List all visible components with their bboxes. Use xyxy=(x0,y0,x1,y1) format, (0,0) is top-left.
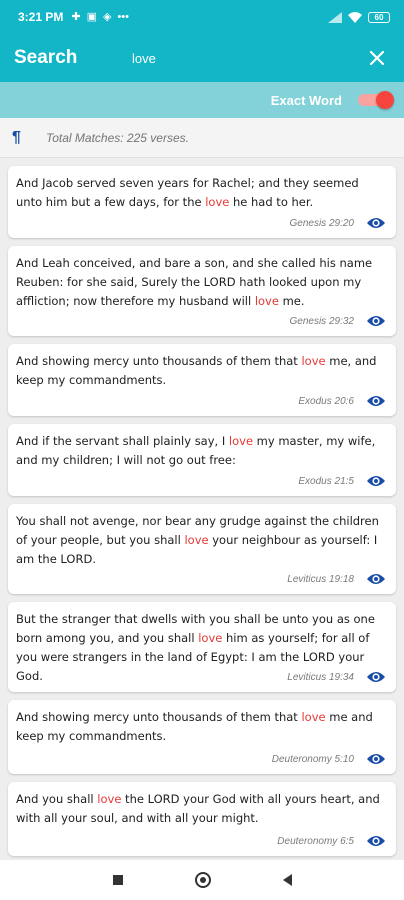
verse-reference-row xyxy=(298,474,386,488)
verse-text xyxy=(16,174,386,212)
verse-reference: Genesis 29:32 xyxy=(289,315,354,327)
search-input[interactable] xyxy=(132,51,342,66)
verse-text-after: me and keep my commandments. xyxy=(16,710,373,743)
verse-match-highlight: love xyxy=(254,294,279,308)
verse-text-before: And showing mercy unto thousands of them that xyxy=(16,710,302,724)
status-notification-icons xyxy=(71,12,129,23)
verse-reference: Leviticus 19:34 xyxy=(287,671,354,683)
results-list[interactable] xyxy=(0,158,404,860)
status-time: 3:21 PM xyxy=(18,10,64,24)
verse-text-after: your neighbour as yourself: I am the LORD. xyxy=(16,533,378,566)
verse-reference-row xyxy=(287,572,386,586)
verse-reference-row xyxy=(290,314,387,328)
verse-text xyxy=(16,790,386,828)
verse-text xyxy=(16,432,386,470)
verse-card[interactable] xyxy=(8,782,396,856)
close-button[interactable] xyxy=(366,47,388,69)
verse-reference-row xyxy=(298,394,386,408)
pilcrow-icon: ¶ xyxy=(12,128,21,146)
exact-word-bar xyxy=(0,82,404,118)
more-notifications-icon: ••• xyxy=(117,10,130,23)
view-verse-eye-icon[interactable] xyxy=(366,216,386,230)
verse-match-highlight: love xyxy=(301,354,326,368)
verse-card[interactable] xyxy=(8,246,396,336)
verse-reference-row xyxy=(290,216,387,230)
verse-match-highlight: love xyxy=(228,434,254,448)
verse-text-before: But the stranger that dwells with you shall be unto you as one born among you, and you shall xyxy=(16,612,375,645)
verse-text xyxy=(16,512,386,569)
back-button[interactable] xyxy=(283,874,292,886)
verse-reference-row xyxy=(272,752,386,766)
battery-icon: 60 xyxy=(368,12,390,23)
media-icon: ▣ xyxy=(86,10,97,23)
verse-text-before: You shall not avenge, nor bear any grudge against the children of your people, but you shall xyxy=(16,514,379,547)
home-button[interactable] xyxy=(195,872,211,888)
verse-text-before: And if the servant shall plainly say, I xyxy=(16,434,229,448)
verse-reference: Deuteronomy 6:5 xyxy=(277,835,354,847)
verse-text-after: the LORD your God with all yours heart, and with all your soul, and with all your might. xyxy=(16,792,380,825)
verse-text-after: me. xyxy=(278,294,305,308)
exact-word-label: Exact Word xyxy=(270,92,342,108)
verse-card[interactable] xyxy=(8,166,396,238)
verse-text-after: my master, my wife, and my children; I will not go out free: xyxy=(16,434,376,467)
verse-reference: Exodus 21:5 xyxy=(298,475,354,487)
verse-text-after: him as yourself; for all of you were strangers in the land of Egypt: I am the LORD your God. xyxy=(16,631,370,683)
notification-icon: ✚ xyxy=(71,10,81,23)
status-system-icons xyxy=(328,12,390,23)
exact-word-toggle[interactable] xyxy=(358,91,392,109)
verse-text-after: me, and keep my commandments. xyxy=(16,354,377,387)
view-verse-eye-icon[interactable] xyxy=(366,314,386,328)
view-verse-eye-icon[interactable] xyxy=(366,474,386,488)
page-title: Search xyxy=(14,47,78,68)
verse-reference: Exodus 20:6 xyxy=(298,395,354,407)
verse-match-highlight: love xyxy=(301,710,326,724)
status-bar xyxy=(0,0,404,34)
verse-match-highlight: love xyxy=(97,792,122,806)
toggle-thumb xyxy=(376,91,394,109)
verse-reference-row xyxy=(287,670,386,684)
verse-card[interactable] xyxy=(8,602,396,692)
verse-reference-row xyxy=(277,834,386,848)
recent-apps-button[interactable] xyxy=(113,875,123,885)
verse-text-before: And showing mercy unto thousands of them that xyxy=(16,354,302,368)
verse-text-before: And Leah conceived, and bare a son, and she called his name Reuben: for she said, Surely the LORD hath looked upon my affliction; now therefore my husband will xyxy=(16,256,373,308)
view-verse-eye-icon[interactable] xyxy=(366,394,386,408)
close-icon xyxy=(369,50,385,66)
verse-reference: Genesis 29:20 xyxy=(289,217,354,229)
verse-match-highlight: love xyxy=(198,631,223,645)
verse-text-before: And you shall xyxy=(16,792,98,806)
verse-card[interactable] xyxy=(8,700,396,774)
signal-icon xyxy=(328,12,342,23)
verse-card[interactable] xyxy=(8,504,396,594)
total-matches-text: Total Matches: 225 verses. xyxy=(46,130,189,145)
matches-summary xyxy=(0,118,404,158)
verse-text-after: he had to her. xyxy=(229,195,314,209)
app-icon: ◈ xyxy=(102,10,112,23)
verse-text xyxy=(16,254,386,311)
view-verse-eye-icon[interactable] xyxy=(366,834,386,848)
verse-card[interactable] xyxy=(8,344,396,416)
view-verse-eye-icon[interactable] xyxy=(366,572,386,586)
verse-reference: Deuteronomy 5:10 xyxy=(271,753,354,765)
verse-match-highlight: love xyxy=(205,195,230,209)
view-verse-eye-icon[interactable] xyxy=(366,670,386,684)
wifi-icon xyxy=(348,12,362,23)
verse-match-highlight: love xyxy=(184,533,209,547)
verse-text-before: And Jacob served seven years for Rachel; and they seemed unto him but a few days, for the xyxy=(16,176,359,209)
verse-text xyxy=(16,708,386,746)
verse-card[interactable] xyxy=(8,424,396,496)
system-nav-bar xyxy=(0,860,404,900)
verse-reference: Leviticus 19:18 xyxy=(287,573,354,585)
app-bar xyxy=(0,34,404,82)
verse-text xyxy=(16,352,386,390)
view-verse-eye-icon[interactable] xyxy=(366,752,386,766)
